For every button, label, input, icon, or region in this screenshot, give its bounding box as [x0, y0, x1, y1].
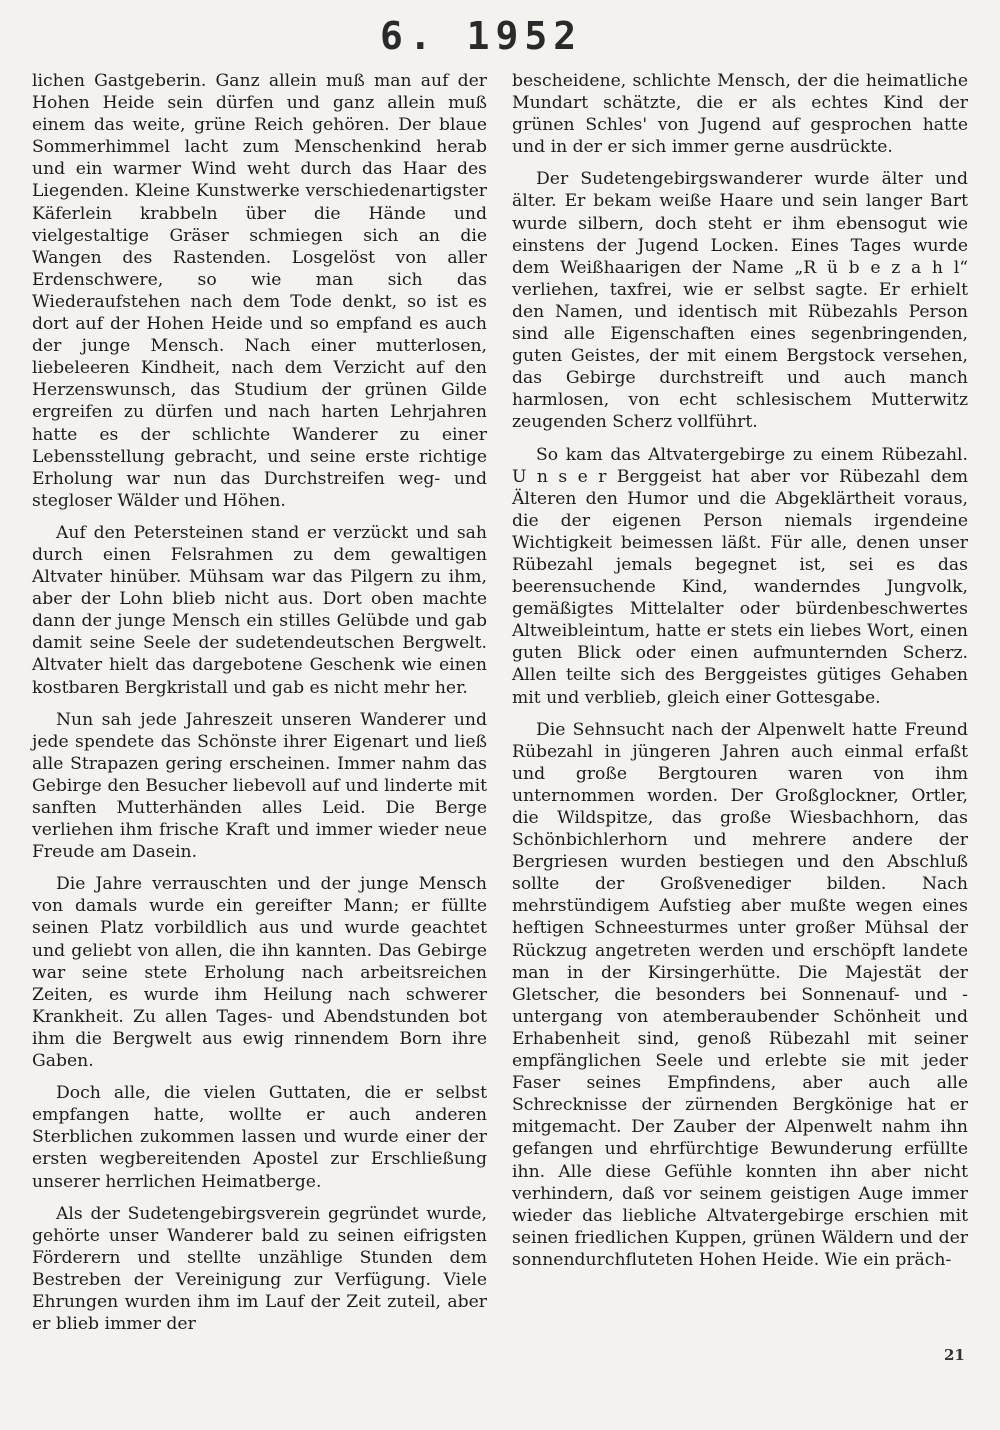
date-stamp: 6. 1952 [380, 14, 583, 58]
paragraph: Die Sehnsucht nach der Alpenwelt hatte Freund Rübezahl in jüngeren Jahren auch einmal erfaßt und große Bergtouren waren von ihm unternommen worden. Der Großglockner, Ortler, die Wildspitze, das große Wiesbachhorn, das Schönbichlerhorn und mehrere andere der Bergriesen wurden bestiegen und den Abschluß sollte der Großvenediger bilden. Nach mehrstündigem Aufstieg aber mußte wegen eines heftigen Schneesturmes unter großer Mühsal der Rückzug angetreten werden und erschöpft landete man in der Kirsingerhütte. Die Majestät der Gletscher, die besonders bei Sonnenauf- und -untergang von atemberaubender Schönheit und Erhabenheit sind, genoß Rübezahl mit seiner empfänglichen Seele und erlebte sie mit jeder Faser seines Empfindens, aber auch alle Schrecknisse der zürnenden Bergkönige hat er mitgemacht. Der Zauber der Alpenwelt nahm ihn gefangen und ehrfürchtige Bewunderung erfüllte ihn. Alle diese Gefühle konnten ihn aber nicht verhindern, daß vor seinem geistigen Auge immer wieder das liebliche Altvatergebirge erschien mit seinen friedlichen Kuppen, grünen Wäldern und der sonnendurchfluteten Hohen Heide. Wie ein präch- [512, 719, 968, 1270]
paragraph: So kam das Altvatergebirge zu einem Rübezahl. U n s e r Berggeist hat aber vor Rübezahl dem Älteren den Humor und die Abgeklärtheit voraus, die der eigenen Person niemals irgendeine Wichtigkeit beimessen läßt. Für alle, denen unser Rübezahl jemals begegnet ist, sei es das beerensuchende Kind, wanderndes Jungvolk, gemäßigtes Mittelalter oder bürdenbeschwertes Altweibleintum, hatte er stets ein liebes Wort, einen guten Blick oder einen aufmunternden Scherz. Allen teilte sich des Berggeistes gütiges Gehaben mit und verblieb, gleich einer Gottesgabe. [512, 444, 968, 708]
paragraph: bescheidene, schlichte Mensch, der die heimatliche Mundart schätzte, die er als echtes Kind der grünen Schles' von Jugend auf gesprochen hatte und in der er sich immer gerne ausdrückte. [512, 71, 968, 158]
paragraph: Als der Sudetengebirgsverein gegründet wurde, gehörte unser Wanderer bald zu seinen eifrigsten Förderern und stellte unzählige Stunden dem Bestreben der Vereinigung zur Verfügung. Viele Ehrungen wurden ihm im Lauf der Zeit zuteil, aber er blieb immer der [32, 1203, 487, 1335]
paragraph: Doch alle, die vielen Guttaten, die er selbst empfangen hatte, wollte er auch anderen Sterblichen zukommen lassen und wurde einer der ersten wegbereitenden Apostel zur Erschließung unserer herrlichen Heimatberge. [32, 1083, 487, 1192]
paragraph: Auf den Petersteinen stand er verzückt und sah durch einen Felsrahmen zu dem gewaltigen Altvater hinüber. Mühsam war das Pilgern zu ihm, aber der Lohn blieb nicht aus. Dort oben machte dann der junge Mensch ein stilles Gelübde und gab damit seine Seele der sudetendeutschen Bergwelt. Altvater hielt das dargebotene Geschenk wie einen kostbaren Bergkristall und gab es nicht mehr her. [32, 522, 487, 698]
paragraph: Der Sudetengebirgswanderer wurde älter und älter. Er bekam weiße Haare und sein langer Bart wurde silbern, doch steht er ihm ebensogut wie einstens der Jugend Locken. Eines Tages wurde dem Weißhaarigen der Name „R ü b e z a h l“ verliehen, taxfrei, wie er selbst sagte. Er erhielt den Namen, und identisch mit Rübezahls Person sind alle Eigenschaften eines segenbringenden, guten Geistes, der mit einem Bergstock versehen, das Gebirge durchstreift und auch manch harmlosen, von echt schlesischem Mutterwitz zeugenden Scherz vollführt. [512, 169, 968, 433]
page-number: 21 [944, 1346, 965, 1364]
right-column [512, 70, 968, 1281]
left-column [32, 70, 487, 1345]
paragraph: Die Jahre verrauschten und der junge Mensch von damals wurde ein gereifter Mann; er füllte seinen Platz vorbildlich aus und wurde geachtet und geliebt von allen, die ihn kannten. Das Gebirge war seine stete Erholung nach arbeitsreichen Zeiten, es wurde ihm Heilung nach schwerer Krankheit. Zu allen Tages- und Abendstunden bot ihm die Bergwelt aus ewig rinnendem Born ihre Gaben. [32, 874, 487, 1072]
paragraph: lichen Gastgeberin. Ganz allein muß man auf der Hohen Heide sein dürfen und ganz allein muß einem das weite, grüne Reich gehören. Der blaue Sommerhimmel lacht zum Menschenkind herab und ein warmer Wind weht durch das Haar des Liegenden. Kleine Kunstwerke verschiedenartigster Käferlein krabbeln über die Hände und vielgestaltige Gräser schmiegen sich an die Wangen des Rastenden. Losgelöst von aller Erdenschwere, so wie man sich das Wiederaufstehen nach dem Tode denkt, so ist es dort auf der Hohen Heide und so empfand es auch der junge Mensch. Nach einer mutterlosen, liebeleeren Kindheit, nach dem Verzicht auf den Herzenswunsch, das Studium der grünen Gilde ergreifen zu dürfen und nach harten Lehrjahren hatte es der schlichte Wanderer zu einer Lebensstellung gebracht, und seine erste richtige Erholung war nun das Durchstreifen weg- und stegloser Wälder und Höhen. [32, 71, 487, 511]
paragraph: Nun sah jede Jahreszeit unseren Wanderer und jede spendete das Schönste ihrer Eigenart und ließ alle Strapazen gering erscheinen. Immer nahm das Gebirge den Besucher liebevoll auf und linderte mit sanften Mutterhänden alles Leid. Die Berge verliehen ihm frische Kraft und immer wieder neue Freude am Dasein. [32, 709, 487, 863]
